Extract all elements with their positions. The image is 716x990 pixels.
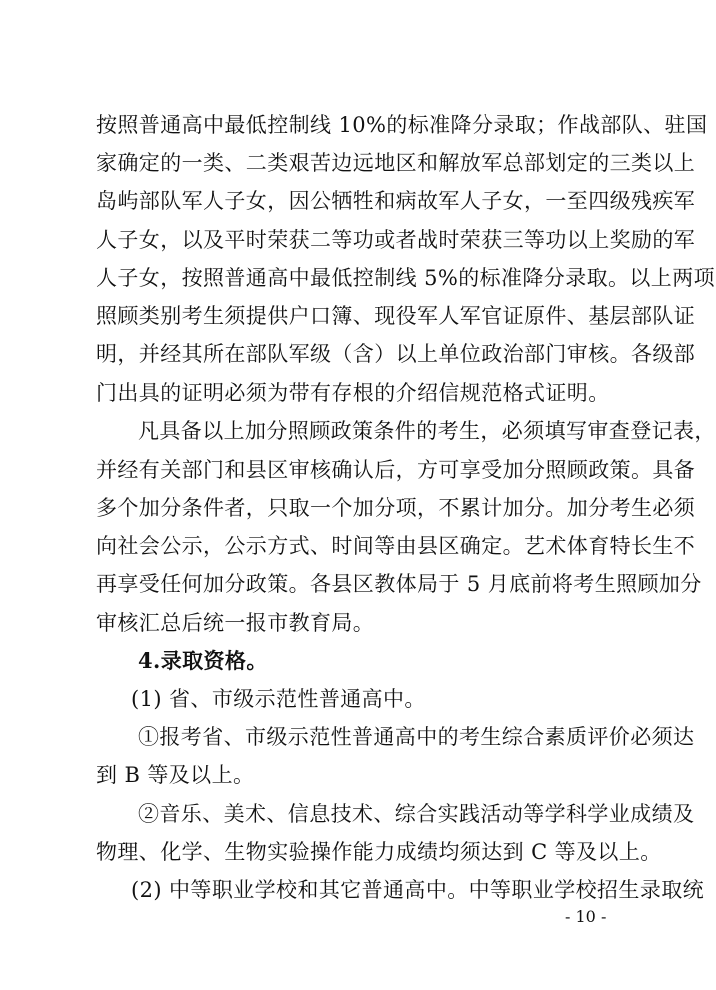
item-line-2: ②音乐、美术、信息技术、综合实践活动等学科学业成绩及: [138, 802, 695, 826]
paragraph-indent-line-1: 凡具备以上加分照顾政策条件的考生，必须填写审查登记表，: [138, 419, 716, 443]
text-line-13: 再享受任何加分政策。各县区教体局于 5 月底前将考生照顾加分: [96, 572, 702, 596]
text-line-6: 照顾类别考生须提供户口簿、现役军人军官证原件、基层部队证: [96, 304, 696, 328]
text-line-1: 按照普通高中最低控制线 10%的标准降分录取；作战部队、驻国: [96, 113, 708, 137]
text-line-20: 物理、化学、生物实验操作能力成绩均须达到 C 等及以上。: [96, 840, 662, 864]
page-number: - 10 -: [565, 907, 607, 926]
text-line-5: 人子女，按照普通高中最低控制线 5%的标准降分录取。以上两项: [96, 266, 715, 290]
text-line-12: 向社会公示，公示方式、时间等由县区确定。艺术体育特长生不: [96, 534, 696, 558]
text-line-11: 多个加分条件者，只取一个加分项，不累计加分。加分考生必须: [96, 496, 696, 520]
text-line-4: 人子女，以及平时荣获二等功或者战时荣获三等功以上奖励的军: [96, 228, 696, 252]
text-line-10: 并经有关部门和县区审核确认后，方可享受加分照顾政策。具备: [96, 458, 696, 482]
text-line-3: 岛屿部队军人子女，因公牺牲和病故军人子女，一至四级残疾军: [96, 189, 696, 213]
text-line-8: 门出具的证明必须为带有存根的介绍信规范格式证明。: [96, 381, 610, 405]
text-line-7: 明，并经其所在部队军级（含）以上单位政治部门审核。各级部: [96, 342, 696, 366]
section-heading: 4.录取资格。: [138, 648, 268, 673]
subsection-line-1: (1) 省、市级示范性普通高中。: [131, 687, 426, 711]
subsection-line-2: (2) 中等职业学校和其它普通高中。中等职业学校招生录取统: [131, 878, 705, 902]
text-line-2: 家确定的一类、二类艰苦边远地区和解放军总部划定的三类以上: [96, 151, 696, 175]
text-line-14: 审核汇总后统一报市教育局。: [96, 611, 375, 635]
text-line-18: 到 B 等及以上。: [96, 763, 255, 787]
item-line-1: ①报考省、市级示范性普通高中的考生综合素质评价必须达: [138, 725, 695, 749]
